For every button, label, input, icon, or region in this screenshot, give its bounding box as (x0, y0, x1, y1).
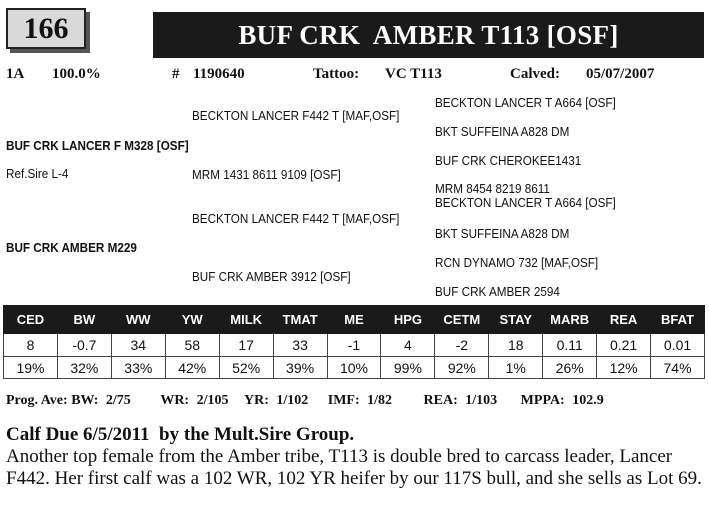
pedigree-dam-sire: BECKTON LANCER F442 T [MAF,OSF] (192, 211, 400, 226)
epd-value: 4 (381, 334, 435, 357)
epd-header-marb: MARB (543, 306, 597, 334)
epd-value: 0.11 (543, 334, 597, 357)
pedigree-dam-sire-sire: BECKTON LANCER T A664 [OSF] (435, 195, 616, 210)
progeny-imf-label: IMF: (327, 393, 360, 408)
animal-name-bar (153, 12, 704, 58)
progeny-rea-label: REA: (423, 393, 458, 408)
epd-header-tmat: TMAT (273, 306, 327, 334)
lot-number: 166 (6, 8, 86, 49)
epd-header-ced: CED (4, 306, 58, 334)
epd-value: 0.01 (651, 334, 705, 357)
pedigree-sire-dam: MRM 1431 8611 9109 [OSF] (192, 167, 341, 182)
progeny-averages (6, 393, 604, 409)
epd-header-rea: REA (597, 306, 651, 334)
epd-header-bw: BW (57, 306, 111, 334)
progeny-bw-value: 2/75 (105, 393, 131, 408)
epd-value: 18 (489, 334, 543, 357)
epd-percentile: 12% (597, 357, 651, 379)
epd-percentile: 42% (165, 357, 219, 379)
progeny-rea-value: 1/103 (465, 393, 498, 408)
registration-label: # (172, 66, 180, 82)
epd-value: -2 (435, 334, 489, 357)
epd-header-hpg: HPG (381, 306, 435, 334)
pedigree-sire-sire-dam: BKT SUFFEINA A828 DM (435, 124, 570, 139)
progeny-imf-value: 1/82 (367, 393, 393, 408)
calved-label: Calved: (510, 66, 560, 82)
ownership-percent: 100.0% (52, 66, 101, 82)
progeny-wr-value: 2/105 (196, 393, 229, 408)
pedigree-ref-sire: Ref.Sire L-4 (6, 166, 69, 181)
tattoo-value: VC T113 (385, 66, 442, 82)
epd-values-row (4, 334, 705, 357)
epd-percentile: 10% (327, 357, 381, 379)
epd-percentile-row (4, 357, 705, 379)
epd-percentile: 92% (435, 357, 489, 379)
epd-header-stay: STAY (489, 306, 543, 334)
progeny-mppa-label: MPPA: (520, 393, 565, 408)
epd-value: 34 (111, 334, 165, 357)
progeny-wr-label: WR: (160, 393, 190, 408)
tattoo-label: Tattoo: (313, 66, 360, 82)
pedigree-dam-dam-sire: RCN DYNAMO 732 [MAF,OSF] (435, 255, 599, 270)
epd-value: -0.7 (57, 334, 111, 357)
epd-percentile: 74% (651, 357, 705, 379)
epd-table (3, 305, 705, 379)
progeny-bw-label: Prog. Ave: BW: (6, 393, 99, 408)
pedigree-dam-sire-dam: BKT SUFFEINA A828 DM (435, 226, 570, 241)
epd-percentile: 39% (273, 357, 327, 379)
epd-value: 8 (4, 334, 58, 357)
calf-due-heading: Calf Due 6/5/2011 by the Mult.Sire Group. (6, 424, 355, 445)
epd-header-ww: WW (111, 306, 165, 334)
epd-percentile: 52% (219, 357, 273, 379)
epd-header-bfat: BFAT (651, 306, 705, 334)
pedigree-sire-dam-sire: BUF CRK CHEROKEE1431 (435, 153, 582, 168)
epd-header-row (4, 306, 705, 334)
epd-percentile: 19% (4, 357, 58, 379)
epd-value: 33 (273, 334, 327, 357)
epd-value: 17 (219, 334, 273, 357)
registration-number: 1190640 (193, 66, 245, 82)
epd-value: 0.21 (597, 334, 651, 357)
progeny-yr-value: 1/102 (276, 393, 309, 408)
epd-percentile: 26% (543, 357, 597, 379)
animal-name: BUF CRK AMBER T113 [OSF] (238, 19, 619, 50)
pedigree-sire-sire-sire: BECKTON LANCER T A664 [OSF] (435, 95, 616, 110)
comments-paragraph: Another top female from the Amber tribe, T113 is double bred to carcass leader, Lancer F442. Her first calf was a 102 WR, 102 YR heifer by our 117S bull, and she sells as Lot 69. (6, 446, 702, 489)
epd-header-cetm: CETM (435, 306, 489, 334)
progeny-yr-label: YR: (243, 393, 269, 408)
ownership: 1A (6, 66, 25, 82)
epd-percentile: 32% (57, 357, 111, 379)
epd-header-me: ME (327, 306, 381, 334)
pedigree-dam-dam-dam: BUF CRK AMBER 2594 (435, 284, 560, 299)
calved-date: 05/07/2007 (586, 66, 655, 82)
epd-header-milk: MILK (219, 306, 273, 334)
pedigree-dam: BUF CRK AMBER M229 (6, 240, 137, 255)
epd-value: 58 (165, 334, 219, 357)
pedigree-dam-dam: BUF CRK AMBER 3912 [OSF] (192, 269, 351, 284)
epd-percentile: 33% (111, 357, 165, 379)
pedigree-sire-sire: BECKTON LANCER F442 T [MAF,OSF] (192, 108, 400, 123)
epd-percentile: 1% (489, 357, 543, 379)
epd-value: -1 (327, 334, 381, 357)
progeny-mppa-value: 102.9 (572, 393, 604, 408)
epd-percentile: 99% (381, 357, 435, 379)
pedigree-sire-dam-dam: MRM 8454 8219 8611 (435, 181, 550, 196)
pedigree-sire: BUF CRK LANCER F M328 [OSF] (6, 138, 189, 153)
epd-header-yw: YW (165, 306, 219, 334)
